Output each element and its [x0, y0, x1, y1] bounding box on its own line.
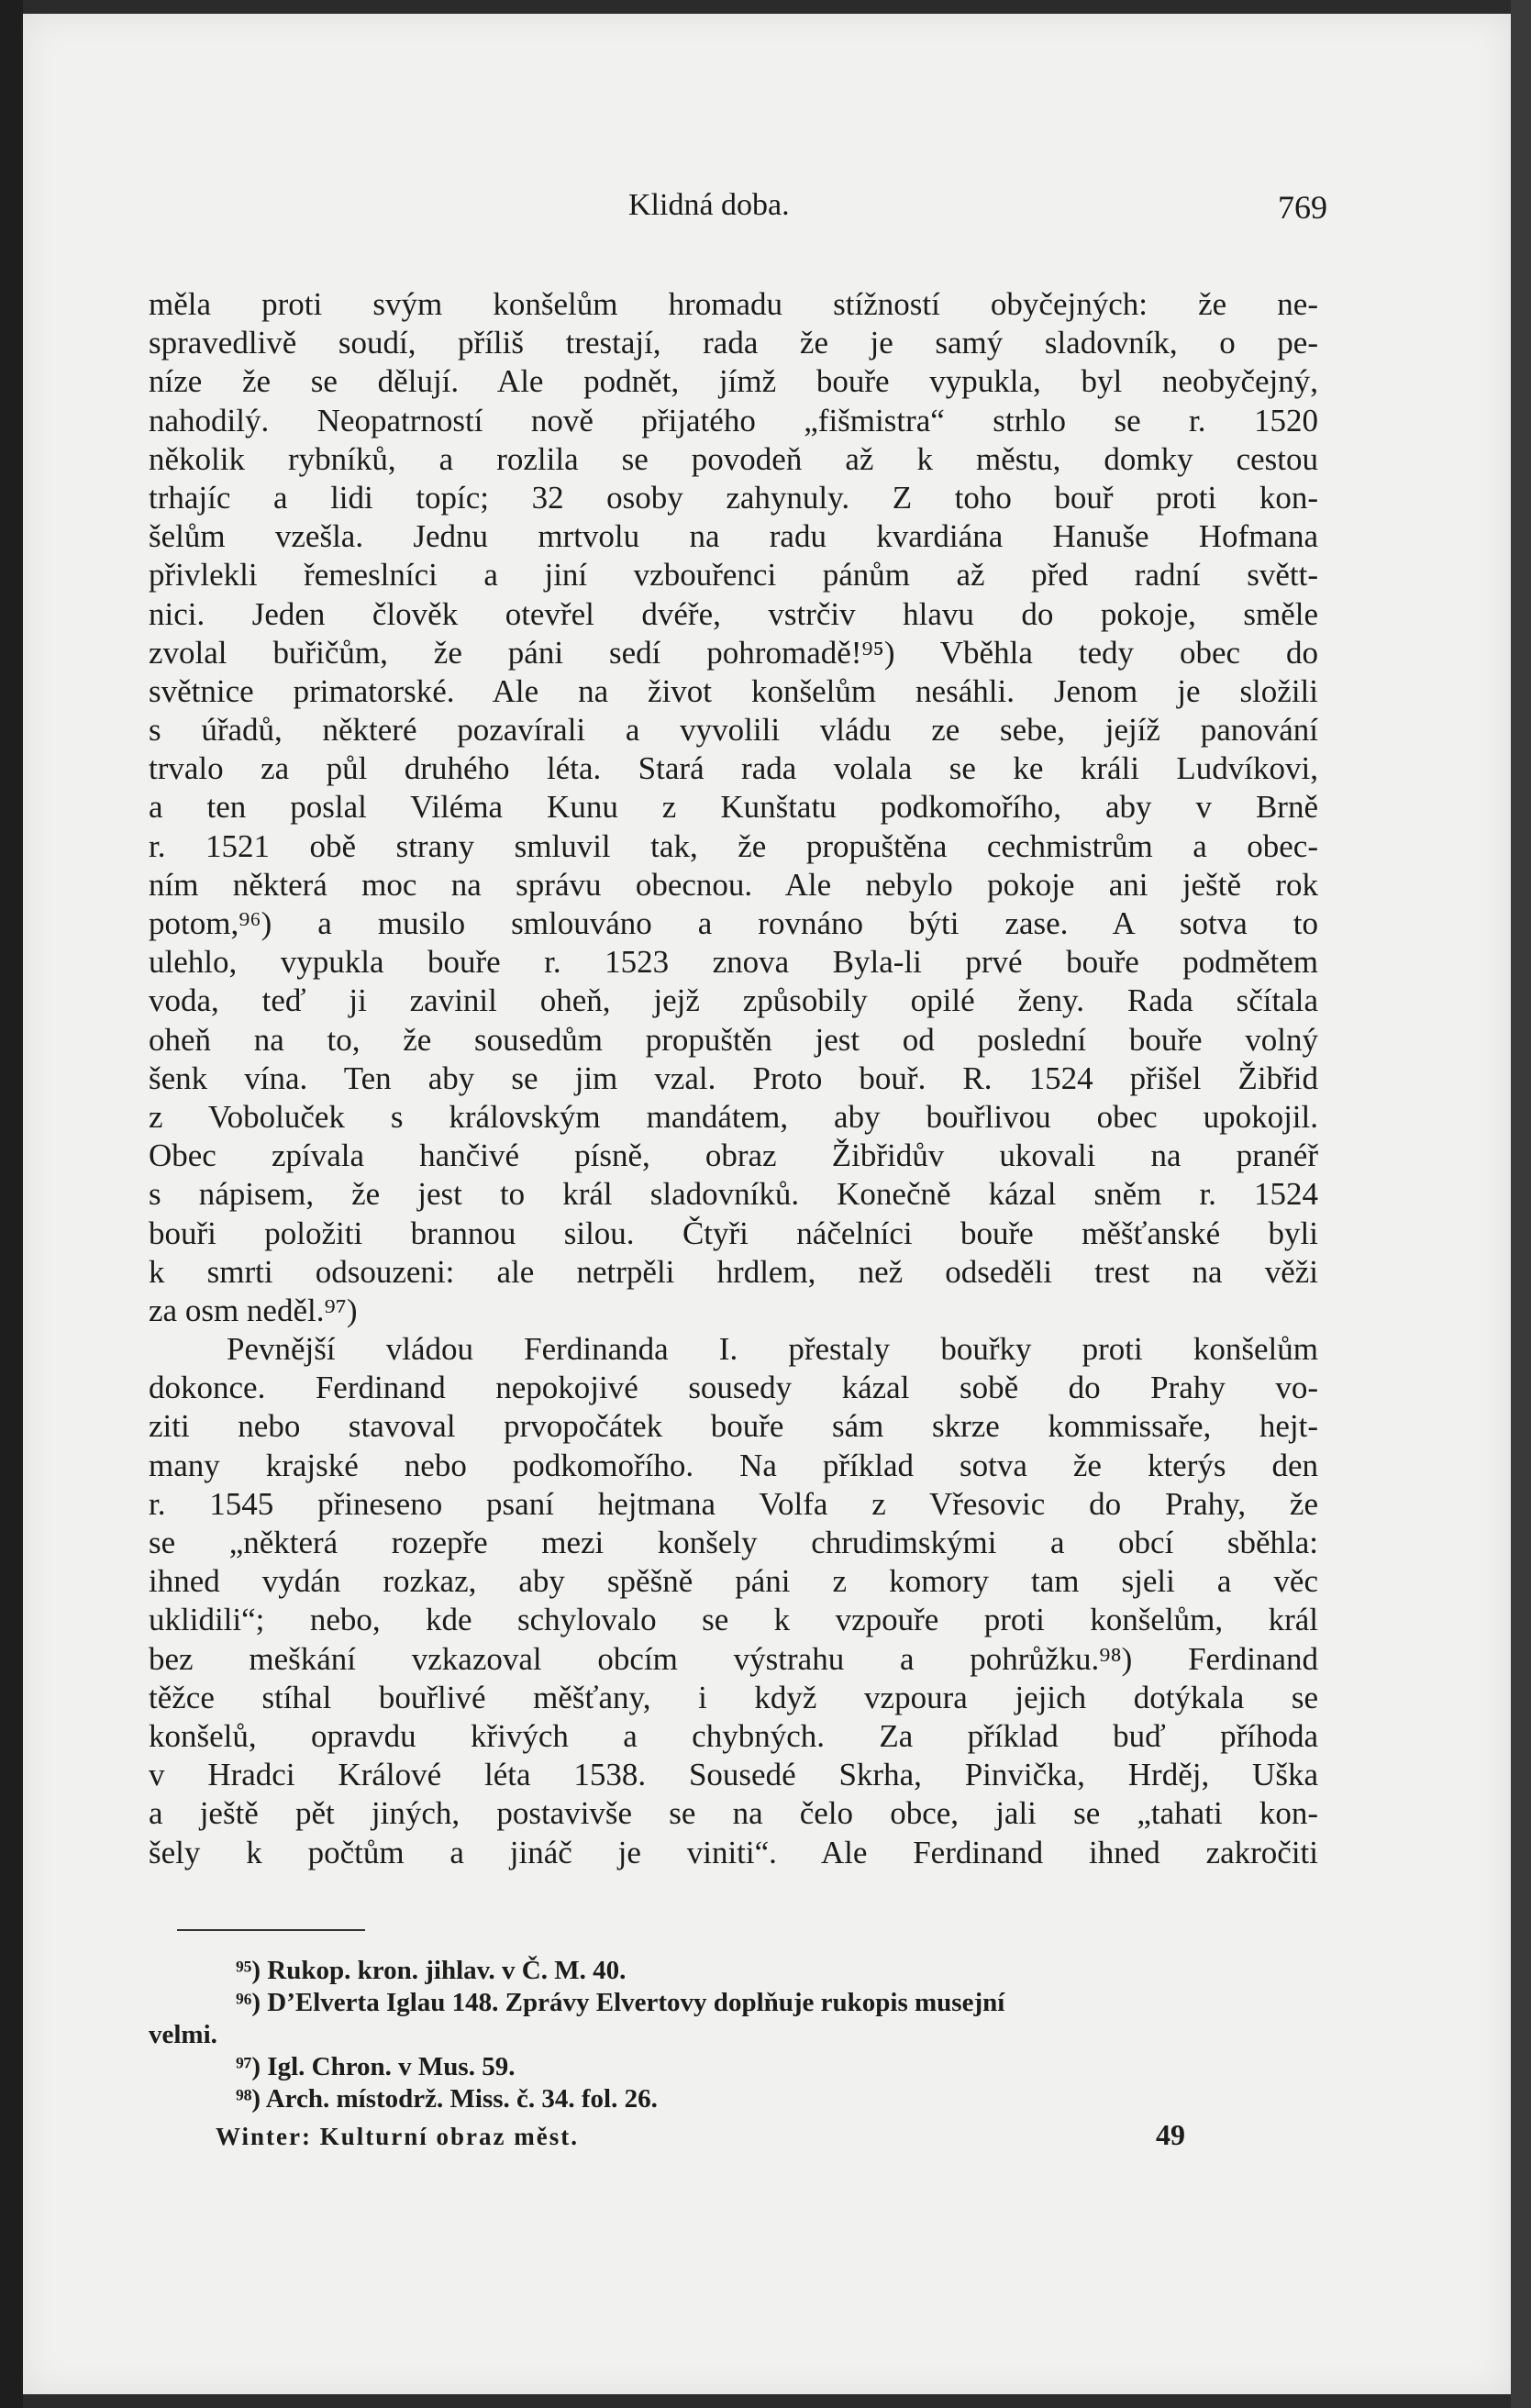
- footnote-95: ⁹⁵) Rukop. kron. jihlav. v Č. M. 40.: [236, 1956, 627, 1985]
- footnote-98: ⁹⁸) Arch. místodrž. Miss. č. 34. fol. 26.: [236, 2084, 658, 2114]
- text-line: s nápisem, že jest to král sladovníků. Konečně kázal sněm r. 1524: [149, 1176, 1318, 1213]
- text-line: těžce stíhal bouřlivé měšťany, i když vzpoura jejich dotýkala se: [149, 1679, 1318, 1715]
- book-page: [23, 14, 1511, 2394]
- text-line: bez meškání vzkazoval obcím výstrahu a pohrůžku.⁹⁸) Ferdinand: [149, 1640, 1318, 1677]
- body-text: [149, 285, 1318, 1872]
- text-line: trhajíc a lidi topíc; 32 osoby zahynuly. Z toho bouř proti kon-: [149, 479, 1318, 516]
- text-line: ním některá moc na správu obecnou. Ale nebylo pokoje ani ještě rok: [149, 866, 1318, 903]
- text-line: šenk vína. Ten aby se jim vzal. Proto bouř. R. 1524 přišel Žibřid: [149, 1060, 1318, 1096]
- paragraph-start-line: Pevnější vládou Ferdinanda I. přestaly bouřky proti konšelům: [227, 1331, 1318, 1368]
- printer-signature: Winter: Kulturní obraz měst.: [216, 2123, 579, 2150]
- signature-number: 49: [1156, 2118, 1185, 2151]
- text-line: uklidili“; nebo, kde schylovalo se k vzpouře proti konšelům, král: [149, 1602, 1318, 1638]
- text-line: bouři položiti brannou silou. Čtyři náčelníci bouře měšťanské byli: [149, 1215, 1318, 1251]
- text-line: dokonce. Ferdinand nepokojivé sousedy kázal sobě do Prahy vo-: [149, 1370, 1318, 1406]
- text-line: many krajské nebo podkomořího. Na příklad sotva že kterýs den: [149, 1447, 1318, 1483]
- text-line: několik rybníků, a rozlila se povodeň až k městu, domky cestou: [149, 440, 1318, 477]
- scan-left-edge: [0, 0, 23, 2408]
- text-line: k smrti odsouzeni: ale netrpěli hrdlem, než odseděli trest na věži: [149, 1253, 1318, 1290]
- footnote-96-continuation: velmi.: [149, 2020, 217, 2049]
- footnote-96: ⁹⁶) D’Elverta Iglau 148. Zprávy Elvertovy doplňuje rukopis musejní: [236, 1988, 1005, 2017]
- text-line: a ten poslal Viléma Kunu z Kunštatu podkomořího, aby v Brně: [149, 789, 1318, 826]
- text-line: trvalo za půl druhého léta. Stará rada volala se ke králi Ludvíkovi,: [149, 750, 1318, 787]
- text-line: nici. Jeden člověk otevřel dvéře, vstrčiv hlavu do pokoje, směle: [149, 595, 1318, 632]
- footnote-divider: [177, 1929, 365, 1931]
- text-line: r. 1545 přineseno psaní hejtmana Volfa z Vřesovic do Prahy, že: [149, 1485, 1318, 1522]
- paragraph-end-line: za osm neděl.⁹⁷): [149, 1292, 358, 1328]
- scan-right-edge: [1511, 0, 1531, 2408]
- text-line: přivlekli řemeslníci a jiní vzbouřenci pánům až před radní světt-: [149, 557, 1318, 594]
- footnotes: [149, 1955, 1318, 2115]
- running-title: Klidná doba.: [628, 188, 790, 222]
- text-line: zvolal buřičům, že páni sedí pohromadě!⁹⁵) Vběhla tedy obec do: [149, 634, 1318, 671]
- text-line: Obec zpívala hančivé písně, obraz Žibřidův ukovali na pranéř: [149, 1137, 1318, 1174]
- text-line: v Hradci Králové léta 1538. Sousedé Skrha, Pinvička, Hrděj, Uška: [149, 1757, 1318, 1793]
- text-line: potom,⁹⁶) a musilo smlouváno a rovnáno býti zase. A sotva to: [149, 905, 1318, 941]
- text-line: měla proti svým konšelům hromadu stížností obyčejných: že ne-: [149, 286, 1318, 322]
- text-line: světnice primatorské. Ale na život konšelům nesáhli. Jenom je složili: [149, 672, 1318, 709]
- text-line: nahodilý. Neopatrností nově přijatého „fišmistra“ strhlo se r. 1520: [149, 402, 1318, 438]
- text-line: r. 1521 obě strany smluvil tak, že propuštěna cechmistrům a obec-: [149, 827, 1318, 864]
- text-line: voda, teď ji zavinil oheň, jejž způsobily opilé ženy. Rada sčítala: [149, 982, 1318, 1019]
- text-line: níze že se dělují. Ale podnět, jímž bouře vypukla, byl neobyčejný,: [149, 363, 1318, 400]
- text-line: šelům vzešla. Jednu mrtvolu na radu kvardiána Hanuše Hofmana: [149, 518, 1318, 555]
- page-header: [23, 188, 1511, 234]
- text-line: spravedlivě soudí, příliš trestají, rada že je samý sladovník, o pe-: [149, 325, 1318, 361]
- text-line: s úřadů, některé pozavírali a vyvolili vládu ze sebe, jejíž panování: [149, 712, 1318, 749]
- text-line: konšelů, opravdu křivých a chybných. Za příklad buď příhoda: [149, 1717, 1318, 1754]
- text-line: z Voboluček s královským mandátem, aby bouřlivou obec upokojil.: [149, 1098, 1318, 1135]
- text-line: ihned vydán rozkaz, aby spěšně páni z komory tam sjeli a věc: [149, 1563, 1318, 1600]
- text-line: ulehlo, vypukla bouře r. 1523 znova Byla-li prvé bouře podmětem: [149, 944, 1318, 981]
- text-line: šely k počtům a jináč je viniti“. Ale Ferdinand ihned zakročiti: [149, 1834, 1318, 1870]
- text-line: a ještě pět jiných, postavivše se na čelo obce, jali se „tahati kon-: [149, 1795, 1318, 1832]
- text-line: oheň na to, že sousedům propuštěn jest od poslední bouře volný: [149, 1021, 1318, 1058]
- text-line: se „některá rozepře mezi konšely chrudimskými a obcí sběhla:: [149, 1525, 1318, 1560]
- text-line: ziti nebo stavoval prvopočátek bouře sám skrze kommissaře, hejt-: [149, 1408, 1318, 1445]
- page-number: 769: [1278, 189, 1327, 226]
- footnote-97: ⁹⁷) Igl. Chron. v Mus. 59.: [236, 2052, 516, 2081]
